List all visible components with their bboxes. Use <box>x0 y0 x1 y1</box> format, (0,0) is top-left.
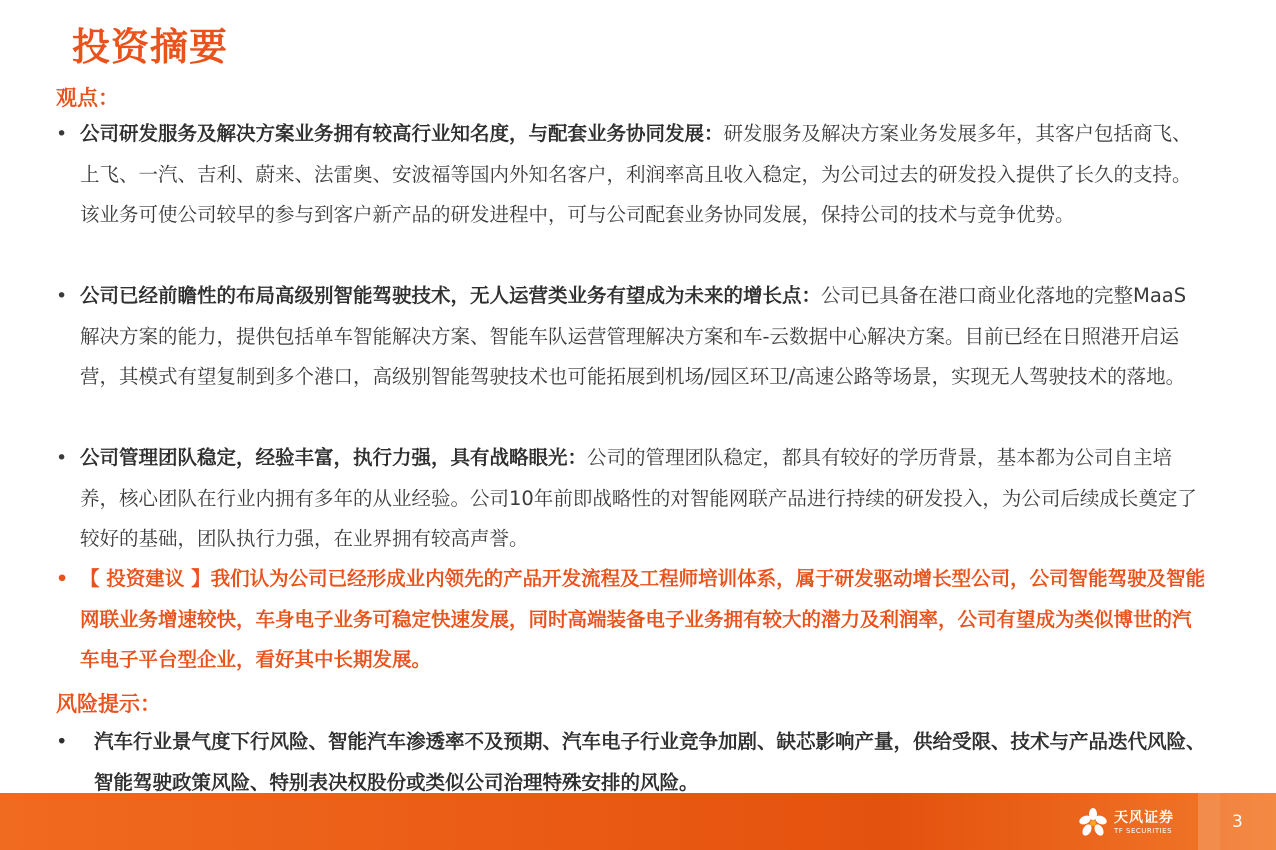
bullet-item <box>56 114 1208 236</box>
logo-name-cn: 天风证券 <box>1114 810 1174 826</box>
section-heading-risk: 风险提示： <box>56 692 161 716</box>
footer-stripe <box>1198 793 1220 850</box>
bullet-heading: 公司研发服务及解决方案业务拥有较高行业知名度，与配套业务协同发展： <box>80 122 724 145</box>
bullet-text: 公司已具备在港口商业化落地的完整MaaS 解决方案的能力，提供包括单车智能解决方案、智能车队运营管理解决方案和车-云数据中心解决方案。目前已经在日照港开启运营，其模式有望复制到多个港口，高级别智能驾驶技术也可能拓展到机场/园区环卫/高速公路等场景，实现无人驾驶技术的落地。 <box>80 284 1187 388</box>
footer-stripe <box>1220 793 1276 850</box>
bullet-text: 研发服务及解决方案业务发展多年，其客户包括商飞、上飞、一汽、吉利、蔚来、法雷奥、安波福等国内外知名客户，利润率高且收入稳定，为公司过去的研发投入提供了长久的支持。该业务可使公司较早的参与到客户新产品的研发进程中，可与公司配套业务协同发展，保持公司的技术与竞争优势。 <box>80 122 1192 226</box>
section-heading-view: 观点： <box>56 86 119 110</box>
tf-flower-logo-icon <box>1076 806 1110 840</box>
bullet-dot: • <box>56 730 68 753</box>
bullet-dot: • <box>56 285 68 307</box>
bullet-item <box>56 276 1208 398</box>
bullet-dot: • <box>56 123 68 145</box>
page-title: 投资摘要 <box>72 25 229 69</box>
bullet-heading: 公司已经前瞻性的布局高级别智能驾驶技术，无人运营类业务有望成为未来的增长点： <box>80 284 822 307</box>
recommendation-text: 【 投资建议 】我们认为公司已经形成业内领先的产品开发流程及工程师培训体系，属于研发驱动增长型公司，公司智能驾驶及智能网联业务增速较快，车身电子业务可稳定快速发展，同时高端装备电子业务拥有较大的潜力及利润率，公司有望成为类似博世的汽车电子平台型企业，看好其中长期发展。 <box>80 567 1206 671</box>
company-logo <box>1076 805 1174 841</box>
logo-text <box>1114 811 1174 835</box>
risk-item <box>56 722 1208 803</box>
bullet-dot: • <box>56 447 68 469</box>
investment-recommendation <box>56 559 1208 681</box>
bullet-dot: • <box>56 568 69 590</box>
bullet-heading: 公司管理团队稳定，经验丰富，执行力强，具有战略眼光： <box>80 446 588 469</box>
risk-text: 汽车行业景气度下行风险、智能汽车渗透率不及预期、汽车电子行业竞争加剧、缺芯影响产量，供给受限、技术与产品迭代风险、智能驾驶政策风险、特别表决权股份或类似公司治理特殊安排的风险。 <box>94 730 1206 794</box>
bullet-item <box>56 438 1208 560</box>
page-number: 3 <box>1232 812 1243 832</box>
bullet-text: 公司的管理团队稳定，都具有较好的学历背景，基本都为公司自主培养，核心团队在行业内拥有多年的从业经验。公司10年前即战略性的对智能网联产品进行持续的研发投入，为公司后续成长奠定了较好的基础，团队执行力强，在业界拥有较高声誉。 <box>80 446 1197 550</box>
logo-name-en: TF SECURITIES <box>1114 827 1173 835</box>
